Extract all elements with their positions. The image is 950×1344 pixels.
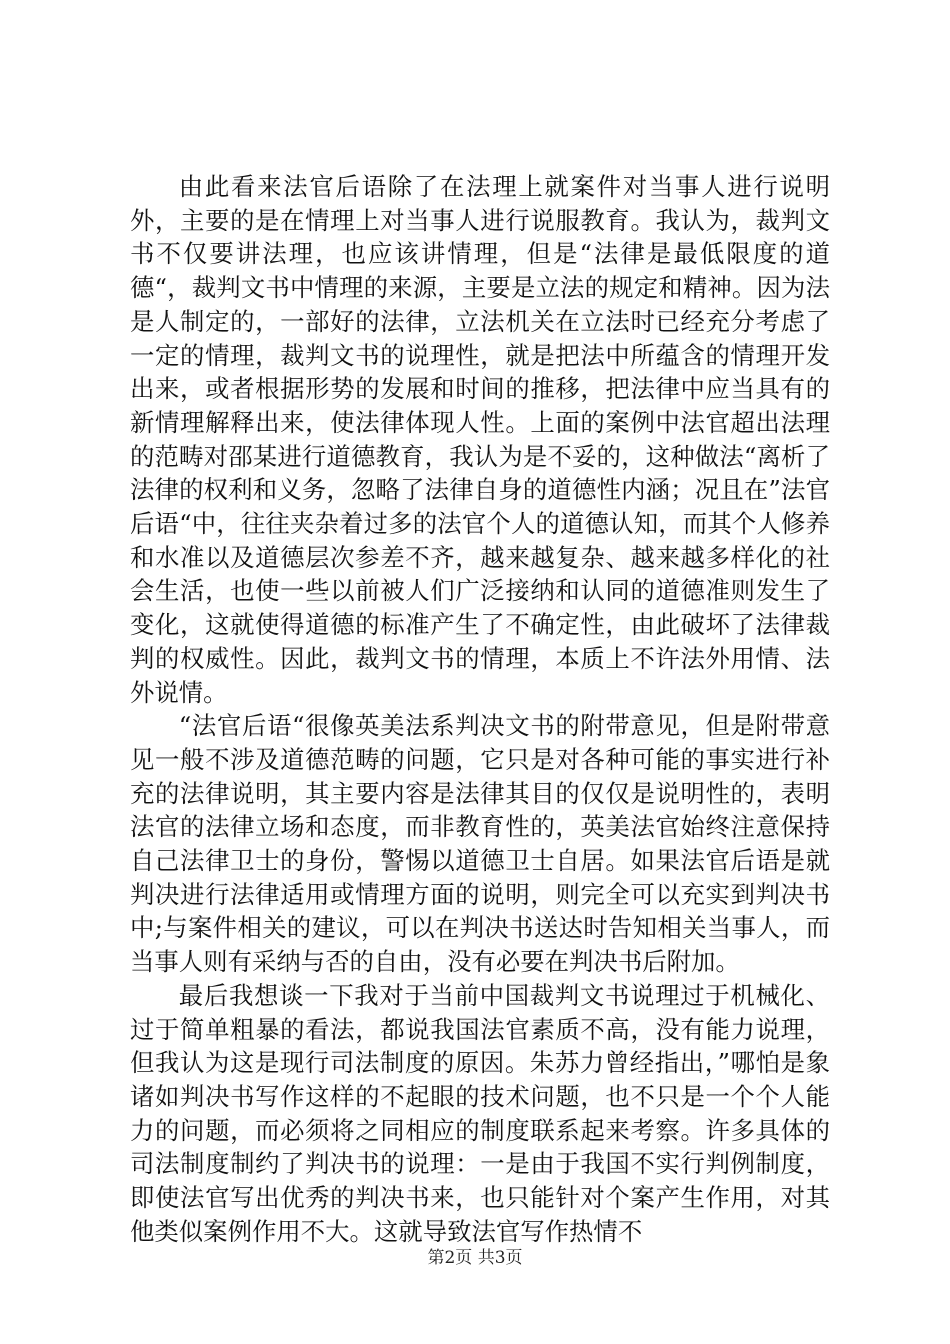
paragraph-1: 由此看来法官后语除了在法理上就案件对当事人进行说明外，主要的是在情理上对当事人进行说服教育。我认为，裁判文书不仅要讲法理，也应该讲情理，但是“法律是最低限度的道德“，裁判文书中情理的来源，主要是立法的规定和精神。因为法是人制定的，一部好的法律，立法机关在立法时已经充分考虑了一定的情理，裁判文书的说理性，就是把法中所蕴含的情理开发出来，或者根据形势的发展和时间的推移，把法律中应当具有的新情理解释出来，使法律体现人性。上面的案例中法官超出法理的范畴对邵某进行道德教育，我认为是不妥的，这种做法“离析了法律的权利和义务，忽略了法律自身的道德性内涵；况且在”法官后语“中，往往夹杂着过多的法官个人的道德认知，而其个人修养和水准以及道德层次参差不齐，越来越复杂、越来越多样化的社会生活，也使一些以前被人们广泛接纳和认同的道德准则发生了变化，这就使得道德的标准产生了不确定性，由此破坏了法律裁判的权威性。因此，裁判文书的情理，本质上不许法外用情、法外说情。 <box>130 172 830 707</box>
paragraph-2: “法官后语“很像英美法系判决文书的附带意见，但是附带意见一般不涉及道德范畴的问题，它只是对各种可能的事实进行补充的法律说明，其主要内容是法律其目的仅仅是说明性的，表明法官的法律立场和态度，而非教育性的，英美法官始终注意保持自己法律卫士的身份，警惕以道德卫士自居。如果法官后语是就判决进行法律适用或情理方面的说明，则完全可以充实到判决书中;与案件相关的建议，可以在判决书送达时告知相关当事人，而当事人则有采纳与否的自由，没有必要在判决书后附加。 <box>130 711 830 977</box>
page-footer: 第2页 共3页 <box>427 1248 523 1268</box>
paragraph-3: 最后我想谈一下我对于当前中国裁判文书说理过于机械化、过于简单粗暴的看法，都说我国法官素质不高，没有能力说理，但我认为这是现行司法制度的原因。朱苏力曾经指出，”哪怕是象诸如判决书写作这样的不起眼的技术问题，也不只是一个个人能力的问题，而必须将之同相应的制度联系起来考察。许多具体的司法制度制约了判决书的说理：一是由于我国不实行判例制度，即使法官写出优秀的判决书来，也只能针对个案产生作用，对其他类似案例作用不大。这就导致法官写作热情不 <box>130 980 830 1246</box>
body-text <box>130 170 830 1249</box>
